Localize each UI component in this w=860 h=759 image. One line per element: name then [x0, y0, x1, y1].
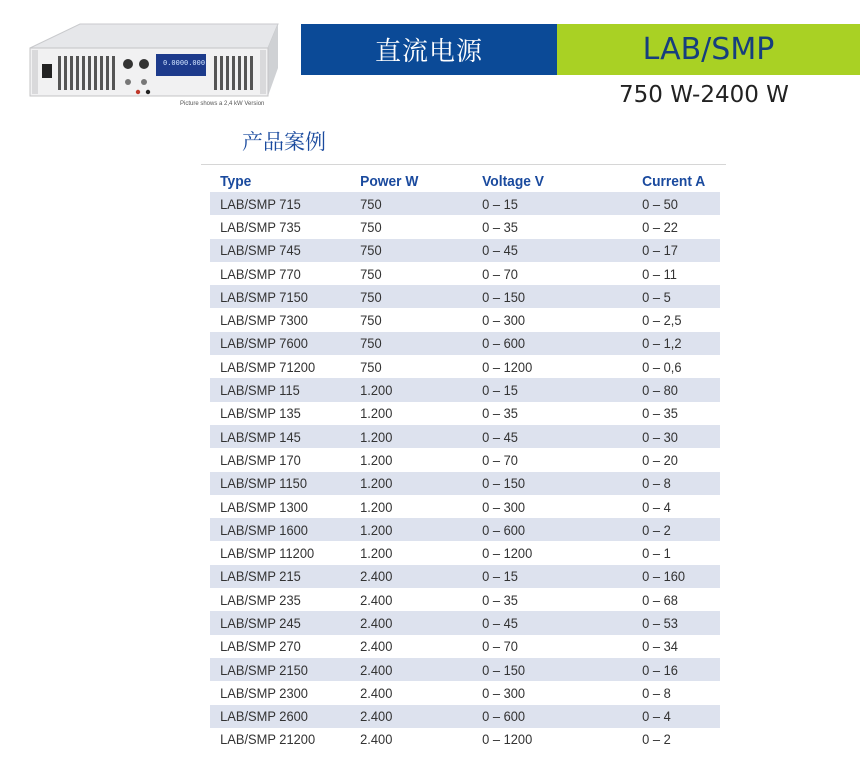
type-cell: LAB/SMP 745: [220, 242, 301, 259]
voltage-cell: 0 – 1200: [482, 358, 533, 375]
current-cell: 0 – 8: [642, 684, 671, 701]
table-row: [210, 239, 720, 262]
header-type: Type: [220, 172, 252, 190]
table-row: [210, 635, 720, 658]
type-cell: LAB/SMP 7150: [220, 288, 308, 305]
power-cell: 2.400: [360, 731, 393, 748]
voltage-cell: 0 – 150: [482, 288, 526, 305]
table-row: [210, 518, 720, 541]
power-cell: 1.200: [360, 405, 393, 422]
current-cell: 0 – 4: [642, 708, 671, 725]
type-cell: LAB/SMP 2150: [220, 661, 308, 678]
table-row: [210, 355, 720, 378]
type-cell: LAB/SMP 115: [220, 382, 300, 399]
power-cell: 2.400: [360, 568, 393, 585]
current-cell: 0 – 50: [642, 195, 678, 212]
header-power: Power W: [360, 172, 419, 190]
type-cell: LAB/SMP 1150: [220, 475, 308, 492]
current-cell: 0 – 2,5: [642, 312, 682, 329]
table-row: [210, 658, 720, 681]
current-cell: 0 – 34: [642, 638, 678, 655]
power-cell: 750: [360, 242, 382, 259]
voltage-cell: 0 – 600: [482, 708, 526, 725]
current-cell: 0 – 11: [642, 265, 677, 282]
svg-text:0.000: 0.000: [163, 59, 185, 67]
table-row: [210, 285, 720, 308]
power-cell: 2.400: [360, 684, 393, 701]
power-cell: 2.400: [360, 614, 393, 631]
voltage-cell: 0 – 300: [482, 684, 526, 701]
table-row: [210, 192, 720, 215]
type-cell: LAB/SMP 145: [220, 428, 301, 445]
voltage-cell: 0 – 600: [482, 335, 526, 352]
header-current: Current A: [642, 172, 706, 190]
voltage-cell: 0 – 15: [482, 382, 518, 399]
power-cell: 750: [360, 195, 382, 212]
type-cell: LAB/SMP 7600: [220, 335, 308, 352]
table-row: [210, 332, 720, 355]
svg-text:0.000: 0.000: [184, 59, 206, 67]
table-row: [210, 472, 720, 495]
voltage-cell: 0 – 35: [482, 591, 518, 608]
voltage-cell: 0 – 300: [482, 312, 526, 329]
table-row: [210, 262, 720, 285]
voltage-cell: 0 – 45: [482, 614, 518, 631]
table-row: [210, 565, 720, 588]
voltage-cell: 0 – 35: [482, 218, 518, 235]
table-row: [210, 728, 720, 751]
table-row: [210, 215, 720, 238]
current-cell: 0 – 2: [642, 521, 671, 538]
voltage-cell: 0 – 70: [482, 451, 518, 468]
type-cell: LAB/SMP 21200: [220, 731, 316, 748]
type-cell: LAB/SMP 7300: [220, 312, 308, 329]
current-cell: 0 – 22: [642, 218, 678, 235]
current-cell: 0 – 1: [642, 545, 671, 562]
knob-icon: [123, 59, 133, 69]
type-cell: LAB/SMP 1600: [220, 521, 308, 538]
current-cell: 0 – 68: [642, 591, 678, 608]
table-row: [210, 448, 720, 471]
table-row: [210, 378, 720, 401]
voltage-cell: 0 – 45: [482, 242, 518, 259]
current-cell: 0 – 8: [642, 475, 671, 492]
current-cell: 0 – 35: [642, 405, 678, 422]
voltage-cell: 0 – 70: [482, 265, 518, 282]
power-cell: 2.400: [360, 591, 393, 608]
type-cell: LAB/SMP 11200: [220, 545, 315, 562]
divider: [201, 164, 726, 165]
type-cell: LAB/SMP 2600: [220, 708, 308, 725]
table-body: [210, 192, 720, 751]
type-cell: LAB/SMP 270: [220, 638, 301, 655]
power-cell: 1.200: [360, 451, 393, 468]
current-cell: 0 – 30: [642, 428, 678, 445]
table-row: [210, 495, 720, 518]
power-cell: 1.200: [360, 382, 393, 399]
current-cell: 0 – 1,2: [642, 335, 682, 352]
type-cell: LAB/SMP 2300: [220, 684, 308, 701]
current-cell: 0 – 20: [642, 451, 678, 468]
voltage-cell: 0 – 35: [482, 405, 518, 422]
type-cell: LAB/SMP 170: [220, 451, 301, 468]
header-voltage: Voltage V: [482, 172, 544, 190]
current-cell: 0 – 160: [642, 568, 686, 585]
type-cell: LAB/SMP 245: [220, 614, 301, 631]
knob-icon: [139, 59, 149, 69]
current-cell: 0 – 4: [642, 498, 671, 515]
type-cell: LAB/SMP 235: [220, 591, 301, 608]
voltage-cell: 0 – 300: [482, 498, 526, 515]
power-cell: 750: [360, 312, 382, 329]
voltage-cell: 0 – 600: [482, 521, 526, 538]
voltage-cell: 0 – 70: [482, 638, 518, 655]
power-cell: 1.200: [360, 475, 393, 492]
current-cell: 0 – 2: [642, 731, 671, 748]
power-cell: 750: [360, 288, 382, 305]
current-cell: 0 – 17: [642, 242, 678, 259]
voltage-cell: 0 – 45: [482, 428, 518, 445]
voltage-cell: 0 – 150: [482, 661, 526, 678]
spec-table: [210, 170, 720, 751]
type-cell: LAB/SMP 215: [220, 568, 301, 585]
power-cell: 750: [360, 265, 382, 282]
current-cell: 0 – 5: [642, 288, 671, 305]
power-cell: 1.200: [360, 545, 393, 562]
power-cell: 1.200: [360, 498, 393, 515]
table-header-row: [210, 170, 720, 192]
table-row: [210, 541, 720, 564]
section-title: 产品案例: [242, 130, 326, 154]
photo-caption: Picture shows a 2,4 kW Version: [180, 101, 265, 107]
series-banner: LAB/SMP: [557, 24, 860, 75]
table-row: [210, 402, 720, 425]
table-row: [210, 425, 720, 448]
current-cell: 0 – 0,6: [642, 358, 682, 375]
voltage-cell: 0 – 15: [482, 568, 518, 585]
type-cell: LAB/SMP 135: [220, 405, 301, 422]
power-cell: 1.200: [360, 428, 393, 445]
power-cell: 2.400: [360, 661, 393, 678]
power-cell: 750: [360, 218, 382, 235]
power-cell: 2.400: [360, 638, 393, 655]
category-banner: 直流电源: [301, 24, 557, 75]
voltage-cell: 0 – 1200: [482, 545, 533, 562]
voltage-cell: 0 – 150: [482, 475, 526, 492]
current-cell: 0 – 16: [642, 661, 678, 678]
voltage-cell: 0 – 1200: [482, 731, 533, 748]
type-cell: LAB/SMP 735: [220, 218, 301, 235]
table-row: [210, 308, 720, 331]
table-row: [210, 588, 720, 611]
current-cell: 0 – 80: [642, 382, 678, 399]
current-cell: 0 – 53: [642, 614, 678, 631]
power-cell: 1.200: [360, 521, 393, 538]
power-cell: 750: [360, 335, 382, 352]
type-cell: LAB/SMP 715: [220, 195, 301, 212]
power-range: 750 W-2400 W: [619, 82, 789, 108]
table-row: [210, 611, 720, 634]
table-row: [210, 681, 720, 704]
power-switch-icon: [42, 64, 52, 78]
voltage-cell: 0 – 15: [482, 195, 518, 212]
type-cell: LAB/SMP 770: [220, 265, 301, 282]
table-row: [210, 705, 720, 728]
power-cell: 750: [360, 358, 382, 375]
type-cell: LAB/SMP 1300: [220, 498, 308, 515]
type-cell: LAB/SMP 71200: [220, 358, 316, 375]
power-cell: 2.400: [360, 708, 393, 725]
